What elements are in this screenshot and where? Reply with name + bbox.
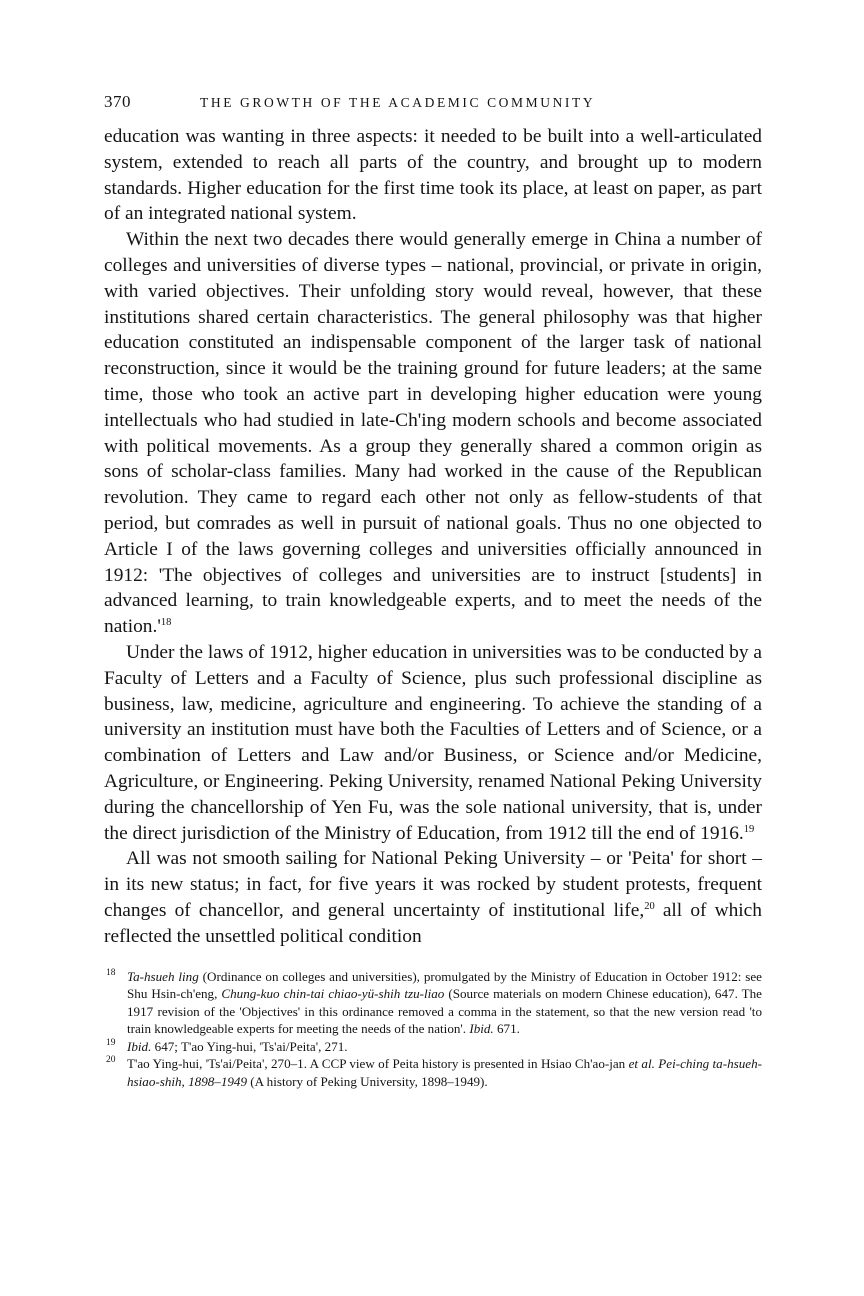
footnote-text: T'ao Ying-hui, 'Ts'ai/Peita', 270–1. A CCP view of Peita history is presented in Hsiao Ch'ao-jan xyxy=(127,1056,629,1072)
book-page xyxy=(104,92,762,1091)
footnote xyxy=(104,968,762,1038)
paragraph-text: All was not smooth sailing for National Peking University – or 'Peita' for short – in its new status; in fact, for five years it was rocked by student protests, frequent changes of chancellor, and general uncertainty of institutional life, xyxy=(104,848,762,921)
footnote-text: (Source materials on modern Chinese education), 647. The 1917 revision of the 'Objectives' in this ordinance removed a comma in the statement, so that the new version read 'to train knowledgeable experts for meeting the needs of the nation'. xyxy=(127,986,762,1037)
footnote-text: 671. xyxy=(493,1021,520,1037)
footnote-text: Ibid. xyxy=(469,1021,494,1037)
running-header xyxy=(104,92,762,118)
running-title: THE GROWTH OF THE ACADEMIC COMMUNITY xyxy=(200,95,596,110)
footnote-text: Ta-hsueh ling xyxy=(127,968,199,984)
footnote-text: Ibid. xyxy=(127,1038,152,1054)
page-number: 370 xyxy=(104,92,131,111)
paragraph xyxy=(104,640,762,846)
footnote-reference: 19 xyxy=(743,823,755,835)
paragraph-text: Within the next two decades there would generally emerge in China a number of colleges and universities of diverse types – national, provincial, or private in origin, with varied objectives. Their unfolding story would reveal, however, that these institutions shared certain characteristics. The general philosophy was that higher education constituted an indispensable component of the larger task of national reconstruction, since it would be the training ground for future leaders; at the same time, those who took an active part in developing higher education were young intellectuals who had studied in late-Ch'ing modern schools and become associated with political movements. As a group they generally shared a common origin as sons of scholar-class families. Many had worked in the cause of the Republican revolution. They came to regard each other not only as fellow-students of that period, but comrades as well in pursuit of national goals. Thus no one objected to Article I of the laws governing colleges and universities officially announced in 1912: 'The objectives of colleges and universities are to instruct [students] in advanced learning, to train knowledgeable experts, and to meet the needs of the nation.' xyxy=(104,229,762,638)
body-text xyxy=(104,124,762,950)
footnotes xyxy=(104,968,762,1091)
footnote-text: 647; T'ao Ying-hui, 'Ts'ai/Peita', 271. xyxy=(151,1038,348,1054)
paragraph-text: Under the laws of 1912, higher education in universities was to be conducted by a Faculty of Letters and a Faculty of Science, plus such professional discipline as business, law, medicine, agriculture and engineering. To achieve the standing of a university an institution must have both the Faculties of Letters and of Science, or a combination of Letters and Law and/or Business, or Science and/or Medicine, Agriculture, or Engineering. Peking University, renamed National Peking University during the chancellorship of Yen Fu, was the sole national university, that is, under the direct jurisdiction of the Ministry of Education, from 1912 till the end of 1916. xyxy=(104,641,762,844)
footnote-text: (A history of Peking University, 1898–1949). xyxy=(247,1074,488,1090)
footnote xyxy=(104,1055,762,1090)
footnote-marker: 20 xyxy=(106,1055,116,1066)
paragraph xyxy=(104,227,762,640)
footnote-reference: 20 xyxy=(644,900,655,912)
footnote-text: et al. Pei-ching ta-hsueh-hsiao-shih, 1898–1949 xyxy=(127,1056,762,1090)
paragraph: education was wanting in three aspects: it needed to be built into a well-articulated system, extended to reach all parts of the country, and brought up to modern standards. Higher education for the first time took its place, at least on paper, as part of an integrated national system. xyxy=(104,126,762,225)
paragraph xyxy=(104,846,762,949)
paragraph-text: all of which reflected the unsettled political condition xyxy=(104,899,762,947)
footnote-text: (Ordinance on colleges and universities), promulgated by the Ministry of Education in October 1912: see Shu Hsin-ch'eng, xyxy=(127,968,762,1002)
footnote-marker: 18 xyxy=(106,967,116,978)
footnote-text: Chung-kuo chin-tai chiao-yü-shih tzu-liao xyxy=(221,986,445,1002)
footnote-marker: 19 xyxy=(106,1037,116,1048)
footnote xyxy=(104,1038,762,1056)
footnote-reference: 18 xyxy=(160,617,172,629)
